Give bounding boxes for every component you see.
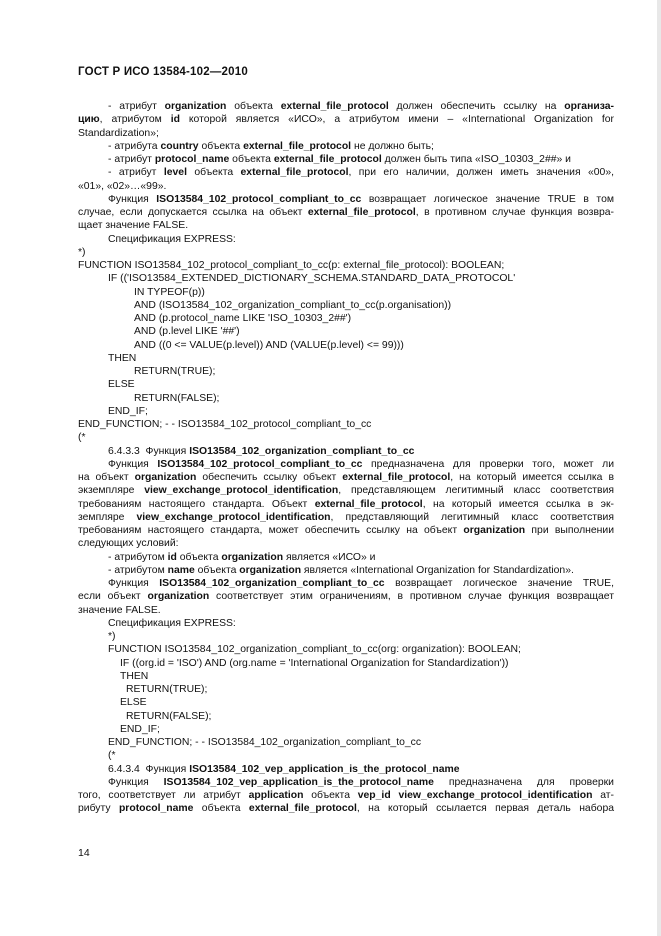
text-line (78, 127, 159, 140)
text-run: (* (78, 432, 86, 444)
text-line (108, 763, 460, 776)
text-line (108, 233, 236, 246)
bold-term: level (163, 167, 187, 179)
text-run: RETURN(TRUE); (126, 684, 208, 695)
text-run: требованиям настоящего стандарта. Объект (78, 498, 315, 510)
bold-term: external_file_protocol (243, 140, 352, 152)
bold-term: external_file_protocol (280, 101, 389, 112)
text-run: не должно быть; (351, 140, 434, 152)
text-run: объекта (226, 101, 281, 112)
text-run: случае, если допускается ссылка на объект (78, 207, 308, 218)
text-line (108, 378, 135, 391)
text-run: значение FALSE. (78, 604, 161, 616)
text-run: 6.4.3.3 Функция (108, 445, 190, 457)
text-run: должен быть типа «ISO_10303_2##» и (381, 154, 571, 165)
bold-term: organization (221, 551, 284, 563)
text-line (78, 511, 614, 524)
text-run: - атрибут (108, 167, 164, 179)
text-run: , представляющем легитимный класс соответствия (338, 485, 614, 497)
bold-term: организа- (564, 101, 614, 112)
text-run: ELSE (120, 697, 147, 709)
text-run: THEN (108, 352, 137, 364)
text-line (108, 736, 421, 749)
page-edge (657, 0, 661, 936)
text-line (108, 193, 614, 206)
text-run: «01», «02»…«99». (78, 180, 167, 192)
text-line (108, 445, 414, 458)
page-header: ГОСТ Р ИСО 13584-102—2010 (78, 66, 248, 78)
text-run: , представляющий легитимный класс соответствия (330, 511, 614, 523)
text-line (108, 577, 614, 590)
bold-term: ISO13584_102_protocol_compliant_to_cc (157, 458, 363, 470)
text-run: AND ((0 <= VALUE(p.level)) AND (VALUE(p.level) <= 99))) (134, 339, 404, 351)
text-line (120, 696, 147, 709)
text-run: IN TYPEOF(p)) (134, 286, 205, 298)
text-run: Функция (108, 578, 160, 589)
text-run: требованиям настоящего стандарта, может обеспечить ссылку на объект (78, 525, 464, 536)
text-line (78, 180, 166, 193)
text-run: - атрибута (108, 140, 161, 152)
bold-term: application (248, 790, 304, 801)
bold-term: ISO13584_102_organization_compliant_to_cc (189, 445, 415, 457)
text-line (108, 140, 434, 153)
text-line (120, 670, 148, 683)
text-line (78, 431, 86, 444)
bold-term: organization (463, 525, 526, 536)
text-line (78, 789, 614, 802)
text-line (78, 537, 179, 550)
bold-term: external_file_protocol (314, 498, 423, 510)
bold-term: vep_id view_exchange_protocol_identification (357, 790, 593, 801)
text-run: Функция (108, 458, 158, 470)
bold-term: ISO13584_102_vep_application_is_the_protocol_name (163, 776, 434, 788)
text-run: Функция (108, 776, 164, 788)
text-run: Спецификация EXPRESS: (108, 617, 236, 629)
bold-term: external_file_protocol (342, 472, 451, 483)
text-line (108, 776, 614, 789)
text-line (108, 153, 571, 166)
text-line (78, 590, 614, 603)
text-run: объекта (186, 167, 241, 179)
bold-term: organization (147, 591, 210, 603)
text-run: RETURN(TRUE); (134, 366, 216, 377)
text-run: - атрибут (108, 154, 155, 165)
bold-term: view_exchange_protocol_identification (136, 511, 331, 523)
bold-term: id (170, 114, 180, 126)
text-run: объекта (176, 551, 222, 563)
text-run: IF (('ISO13584_EXTENDED_DICTIONARY_SCHEMA.STANDARD_DATA_PROTOCOL' (108, 273, 516, 285)
text-line (126, 710, 211, 723)
text-run: END_IF; (108, 405, 148, 417)
page-number: 14 (78, 847, 90, 859)
text-run: END_FUNCTION; - - ISO13584_102_organization_compliant_to_cc (108, 737, 422, 748)
bold-term: organization (239, 564, 302, 576)
text-run: Функция (108, 193, 157, 205)
text-line (108, 100, 614, 113)
text-run: FUNCTION ISO13584_102_protocol_compliant_to_cc(p: external_file_protocol): BOOLEAN; (78, 260, 505, 271)
text-run: RETURN(FALSE); (126, 710, 212, 722)
text-run: 6.4.3.4 Функция (108, 763, 190, 775)
text-line (78, 498, 614, 511)
text-run: при выполнении (525, 525, 614, 536)
text-line (108, 643, 521, 656)
text-run: является «ИСО» и (283, 551, 376, 563)
text-run: - атрибутом (108, 551, 168, 563)
text-line (134, 299, 451, 312)
text-run: END_FUNCTION; - - ISO13584_102_protocol_compliant_to_cc (78, 419, 372, 430)
text-run: если объект (78, 591, 148, 603)
bold-term: id (167, 551, 177, 563)
text-line (78, 524, 614, 537)
text-line (108, 352, 136, 365)
text-run: щает значение FALSE. (78, 220, 189, 232)
text-run: экземпляре (78, 485, 145, 497)
text-run: IF ((org.id = 'ISO') AND (org.name = 'International Organization for Standardization')) (120, 657, 509, 669)
text-line (78, 246, 86, 259)
bold-term: external_file_protocol (240, 167, 349, 179)
text-run: земпляре (78, 511, 137, 523)
text-line (134, 312, 351, 325)
bold-term: protocol_name (118, 803, 194, 815)
bold-term: view_exchange_protocol_identification (144, 485, 339, 497)
text-line (78, 219, 188, 232)
text-line (120, 657, 509, 670)
text-run: (* (108, 750, 116, 762)
text-line (126, 683, 207, 696)
text-line (134, 365, 215, 378)
text-run: - атрибутом (108, 564, 168, 576)
text-run: AND (p.protocol_name LIKE 'ISO_10303_2##') (134, 313, 352, 324)
text-line (108, 617, 236, 630)
bold-term: organization (164, 101, 227, 112)
text-run: , в противном случае функция возвра- (415, 207, 614, 218)
bold-term: external_file_protocol (307, 207, 416, 218)
text-line (108, 405, 148, 418)
text-line (134, 325, 240, 338)
text-run: возвращает логическое значение TRUE, (384, 578, 614, 589)
text-line (108, 749, 116, 762)
bold-term: external_file_protocol (273, 154, 382, 165)
text-line (108, 166, 614, 179)
text-run: объекта (194, 564, 240, 576)
bold-term: external_file_protocol (248, 803, 357, 815)
text-line (78, 802, 614, 815)
bold-term: ISO13584_102_organization_compliant_to_cc (159, 578, 385, 589)
text-run: FUNCTION ISO13584_102_organization_compliant_to_cc(org: organization): BOOLEAN; (108, 644, 521, 656)
text-run: предназначена для проверки (433, 776, 614, 788)
text-run: объекта (198, 140, 244, 152)
text-run: предназначена для проверки того, может ли (362, 458, 615, 470)
bold-term: ISO13584_102_protocol_compliant_to_cc (156, 193, 362, 205)
text-run: RETURN(FALSE); (134, 392, 220, 404)
bold-term: protocol_name (154, 154, 230, 165)
text-run: объекта (193, 803, 249, 815)
text-line (78, 604, 161, 617)
text-line (134, 286, 205, 299)
text-run: AND (ISO13584_102_organization_compliant_to_cc(p.organisation)) (134, 299, 452, 311)
text-run: того, соответствует ли атрибут (78, 790, 249, 801)
bold-term: name (167, 564, 195, 576)
text-run: , на который имеется ссылка в эк- (422, 498, 614, 510)
text-run: END_IF; (120, 723, 160, 735)
text-run: *) (78, 246, 86, 258)
text-run: *) (108, 631, 116, 642)
text-line (78, 471, 614, 484)
text-run: должен обеспечить ссылку на (388, 101, 565, 112)
text-line (120, 723, 160, 736)
text-line (134, 339, 404, 352)
text-run: Standardization»; (78, 127, 159, 139)
text-line (108, 564, 574, 577)
text-run: на объект (78, 472, 135, 483)
text-run: - атрибут (108, 101, 165, 112)
text-line (78, 484, 614, 497)
text-line (108, 272, 515, 285)
text-run: следующих условий: (78, 538, 179, 550)
text-line (78, 206, 614, 219)
bold-term: country (160, 140, 199, 152)
text-run: которой является «ИСО», а атрибутом имени – «International Organization for (179, 114, 614, 126)
bold-term: ISO13584_102_vep_application_is_the_protocol_name (189, 763, 460, 775)
text-line (134, 392, 219, 405)
text-line (108, 551, 375, 564)
bold-term: цию (78, 114, 100, 126)
text-run: THEN (120, 670, 149, 682)
text-line (78, 259, 504, 272)
text-run: объекта (229, 154, 274, 165)
text-run: рибуту (78, 803, 119, 815)
text-line (108, 458, 614, 471)
text-line (108, 630, 116, 643)
text-run: Спецификация EXPRESS: (108, 233, 236, 245)
bold-term: organization (134, 472, 197, 483)
text-run: обеспечить ссылку объект (196, 472, 343, 483)
text-line (78, 113, 614, 126)
text-run: ат- (592, 790, 614, 801)
text-run: соответствует этим ограничениям, в противном случае функция возвращает (209, 591, 614, 603)
text-run: , при его наличии, должен иметь значения «00», (348, 167, 614, 179)
text-run: является «International Organization for Standardization». (301, 564, 574, 576)
text-run: объекта (303, 790, 358, 801)
text-run: , на который имеется ссылка в (450, 472, 614, 483)
text-run: , атрибутом (99, 114, 171, 126)
text-run: , на который ссылается первая деталь набора (356, 803, 615, 815)
text-line (78, 418, 371, 431)
text-run: ELSE (108, 379, 135, 391)
text-run: возвращает логическое значение TRUE в том (361, 193, 614, 205)
text-run: AND (p.level LIKE '##') (134, 326, 240, 338)
